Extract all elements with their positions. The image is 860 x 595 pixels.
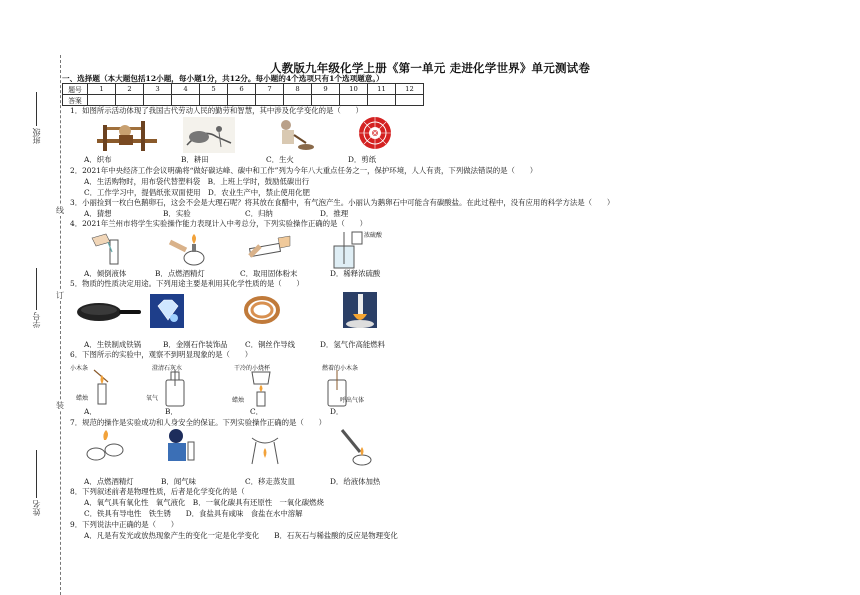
answer-cell[interactable]	[368, 95, 396, 106]
table-cell: 10	[340, 84, 368, 95]
cold-beaker-image	[246, 368, 276, 408]
q3-option-a[interactable]: A．猜想	[84, 209, 112, 218]
binding-char-zhuang: 装	[56, 401, 64, 410]
q3-option-b[interactable]: B．实验	[163, 209, 191, 218]
student-no-blank-line	[36, 268, 37, 310]
diamond-image	[150, 294, 184, 328]
weaving-loom-image	[95, 117, 159, 153]
q6-option-c[interactable]: C．	[250, 407, 264, 416]
exhaled-gas-bottle-image	[322, 370, 352, 408]
iron-wok-image	[75, 296, 141, 332]
plowing-image	[183, 117, 235, 153]
answer-cell[interactable]	[200, 95, 228, 106]
q1-option-a[interactable]: A．织布	[84, 155, 112, 164]
smelling-gas-image	[162, 426, 202, 464]
q5-option-c[interactable]: C．铜丝作导线	[245, 340, 295, 349]
answer-cell[interactable]	[256, 95, 284, 106]
q6-option-a[interactable]: A．	[84, 407, 97, 416]
q2-stem: 2．2021年中央经济工作会议明确将“做好碳达峰、碳中和工作”列为今年八大重点任务之一，保护环境，人人有责，下列做法错误的是（ ）	[70, 166, 538, 175]
answer-cell[interactable]	[312, 95, 340, 106]
q9-stem: 9．下列说法中正确的是（ ）	[70, 520, 179, 529]
table-cell: 11	[368, 84, 396, 95]
lighting-lamp-image	[168, 232, 210, 266]
q3-stem: 3．小丽捡到一枚白色鹅卵石，这会不会是大理石呢？将其放在食醋中，有气泡产生。小丽认为鹅卵石中可能含有碳酸盐。在此过程中，没有应用的科学方法是（ ）	[70, 198, 615, 207]
q6-a-label-stick: 小木条	[70, 365, 89, 372]
q4-option-c[interactable]: C．取用固体粉末	[240, 269, 298, 278]
taking-powder-image	[248, 232, 292, 266]
name-blank-line	[36, 450, 37, 498]
table-row	[63, 84, 424, 95]
q8-stem: 8．下列叙述前者是物理性质，后者是化学变化的是（	[70, 487, 245, 496]
table-cell: 12	[396, 84, 424, 95]
paper-cutting-image	[358, 116, 392, 150]
answer-cell[interactable]	[172, 95, 200, 106]
q1-option-c[interactable]: C．生火	[266, 155, 294, 164]
q5-option-a[interactable]: A．生铁制成铁锅	[84, 340, 142, 349]
answer-cell[interactable]	[340, 95, 368, 106]
table-cell: 9	[312, 84, 340, 95]
q7-option-d[interactable]: D．给液体加热	[330, 477, 381, 486]
class-label: 班级	[32, 128, 41, 144]
table-cell: 6	[228, 84, 256, 95]
answer-cell[interactable]	[228, 95, 256, 106]
answer-cell[interactable]	[116, 95, 144, 106]
table-cell: 8	[284, 84, 312, 95]
table-cell: 4	[172, 84, 200, 95]
q8-options-line1[interactable]: A．氧气具有氧化性 氧气液化 B．一氧化碳具有还原性 一氧化碳燃烧	[84, 498, 324, 507]
limewater-bottle-image	[160, 370, 190, 408]
q6-a-label-candle: 蜡烛	[76, 395, 89, 402]
q6-b-label-limewater: 澄清石灰水	[152, 365, 183, 372]
q5-stem: 5．物质的性质决定用途。下列用途主要是利用其化学性质的是（ ）	[70, 279, 304, 288]
answer-cell[interactable]	[88, 95, 116, 106]
binding-char-xian: 线	[56, 206, 64, 215]
fire-making-image	[272, 117, 316, 153]
answer-cell[interactable]	[144, 95, 172, 106]
binding-dashed-line	[60, 55, 61, 595]
table-cell: 7	[256, 84, 284, 95]
answer-cell[interactable]	[396, 95, 424, 106]
q9-options-line1[interactable]: A．凡是有发光或放热现象产生的变化一定是化学变化 B．石灰石与稀盐酸的反应是物理变化	[84, 531, 398, 540]
table-header-cell: 题号	[63, 84, 88, 95]
q1-option-b[interactable]: B．耕田	[181, 155, 209, 164]
q2-options-line2[interactable]: C．工作学习中，提倡纸张双面使用 D．农业生产中，禁止使用化肥	[84, 188, 310, 197]
lamp-lighting-image	[84, 428, 126, 462]
q6-c-label-beaker: 干冷的小烧杯	[234, 365, 271, 372]
answer-table	[62, 83, 424, 106]
evaporating-dish-image	[248, 428, 282, 466]
table-cell: 5	[200, 84, 228, 95]
q4-pic-label-d: 浓硫酸	[364, 232, 383, 239]
copper-wire-image	[240, 292, 284, 328]
table-cell: 1	[88, 84, 116, 95]
q4-option-d[interactable]: D．稀释浓硫酸	[330, 269, 381, 278]
q6-stem: 6．下图所示的实验中，观察不到明显现象的是（ ）	[70, 350, 253, 359]
heating-liquid-image	[336, 426, 374, 466]
q7-stem: 7．规范的操作是实验成功和人身安全的保证。下列实验操作正确的是（ ）	[70, 418, 326, 427]
q4-stem: 4．2021年兰州市将学生实验操作能力表现计入中考总分，下列实验操作正确的是（ ）	[70, 219, 367, 228]
q3-option-d[interactable]: D．推理	[320, 209, 349, 218]
q6-c-label-candle: 蜡烛	[232, 397, 245, 404]
class-blank-line	[36, 92, 37, 126]
q7-option-b[interactable]: B．闻气味	[161, 477, 196, 486]
page-title: 人教版九年级化学上册《第一单元 走进化学世界》单元测试卷	[269, 61, 591, 75]
q5-option-b[interactable]: B．金刚石作装饰品	[163, 340, 228, 349]
q6-b-label-oxygen: 氧气	[146, 395, 159, 402]
table-cell: 3	[144, 84, 172, 95]
binding-char-ding: 订	[56, 291, 64, 300]
name-label: 姓名	[32, 500, 41, 516]
q4-option-b[interactable]: B．点燃酒精灯	[155, 269, 205, 278]
q7-option-a[interactable]: A．点燃酒精灯	[84, 477, 134, 486]
q6-option-b[interactable]: B．	[165, 407, 178, 416]
student-no-label: 学号	[32, 312, 41, 328]
q3-option-c[interactable]: C．归纳	[245, 209, 273, 218]
table-cell: 2	[116, 84, 144, 95]
section-heading: 一、选择题（本大题包括12小题，每小题1分，共12分。每小题的4个选项只有1个选项题意。）	[62, 74, 384, 83]
rocket-launch-image	[343, 292, 377, 328]
q7-option-c[interactable]: C．移走蒸发皿	[245, 477, 295, 486]
q8-options-line2[interactable]: C．铁具有导电性 铁生锈 D．食盐具有咸味 食盐在水中溶解	[84, 509, 303, 518]
q1-option-d[interactable]: D．剪纸	[348, 155, 377, 164]
q2-options-line1[interactable]: A．生活购物时，用布袋代替塑料袋 B．上班上学时，鼓励低碳出行	[84, 177, 310, 186]
q1-stem: 1．如图所示活动体现了我国古代劳动人民的勤劳和智慧，其中涉及化学变化的是（ ）	[70, 106, 363, 115]
q6-option-d[interactable]: D．	[330, 407, 344, 416]
q4-option-a[interactable]: A．倾倒液体	[84, 269, 127, 278]
q6-d-label-stick: 燃着的小木条	[322, 365, 359, 372]
candle-stick-image	[92, 368, 114, 406]
pouring-liquid-image	[88, 232, 130, 266]
table-header-cell: 答案	[63, 95, 88, 106]
q6-d-label-breath: 呼出气体	[340, 397, 365, 404]
table-row	[63, 95, 424, 106]
answer-cell[interactable]	[284, 95, 312, 106]
q5-option-d[interactable]: D．氢气作高能燃料	[320, 340, 386, 349]
